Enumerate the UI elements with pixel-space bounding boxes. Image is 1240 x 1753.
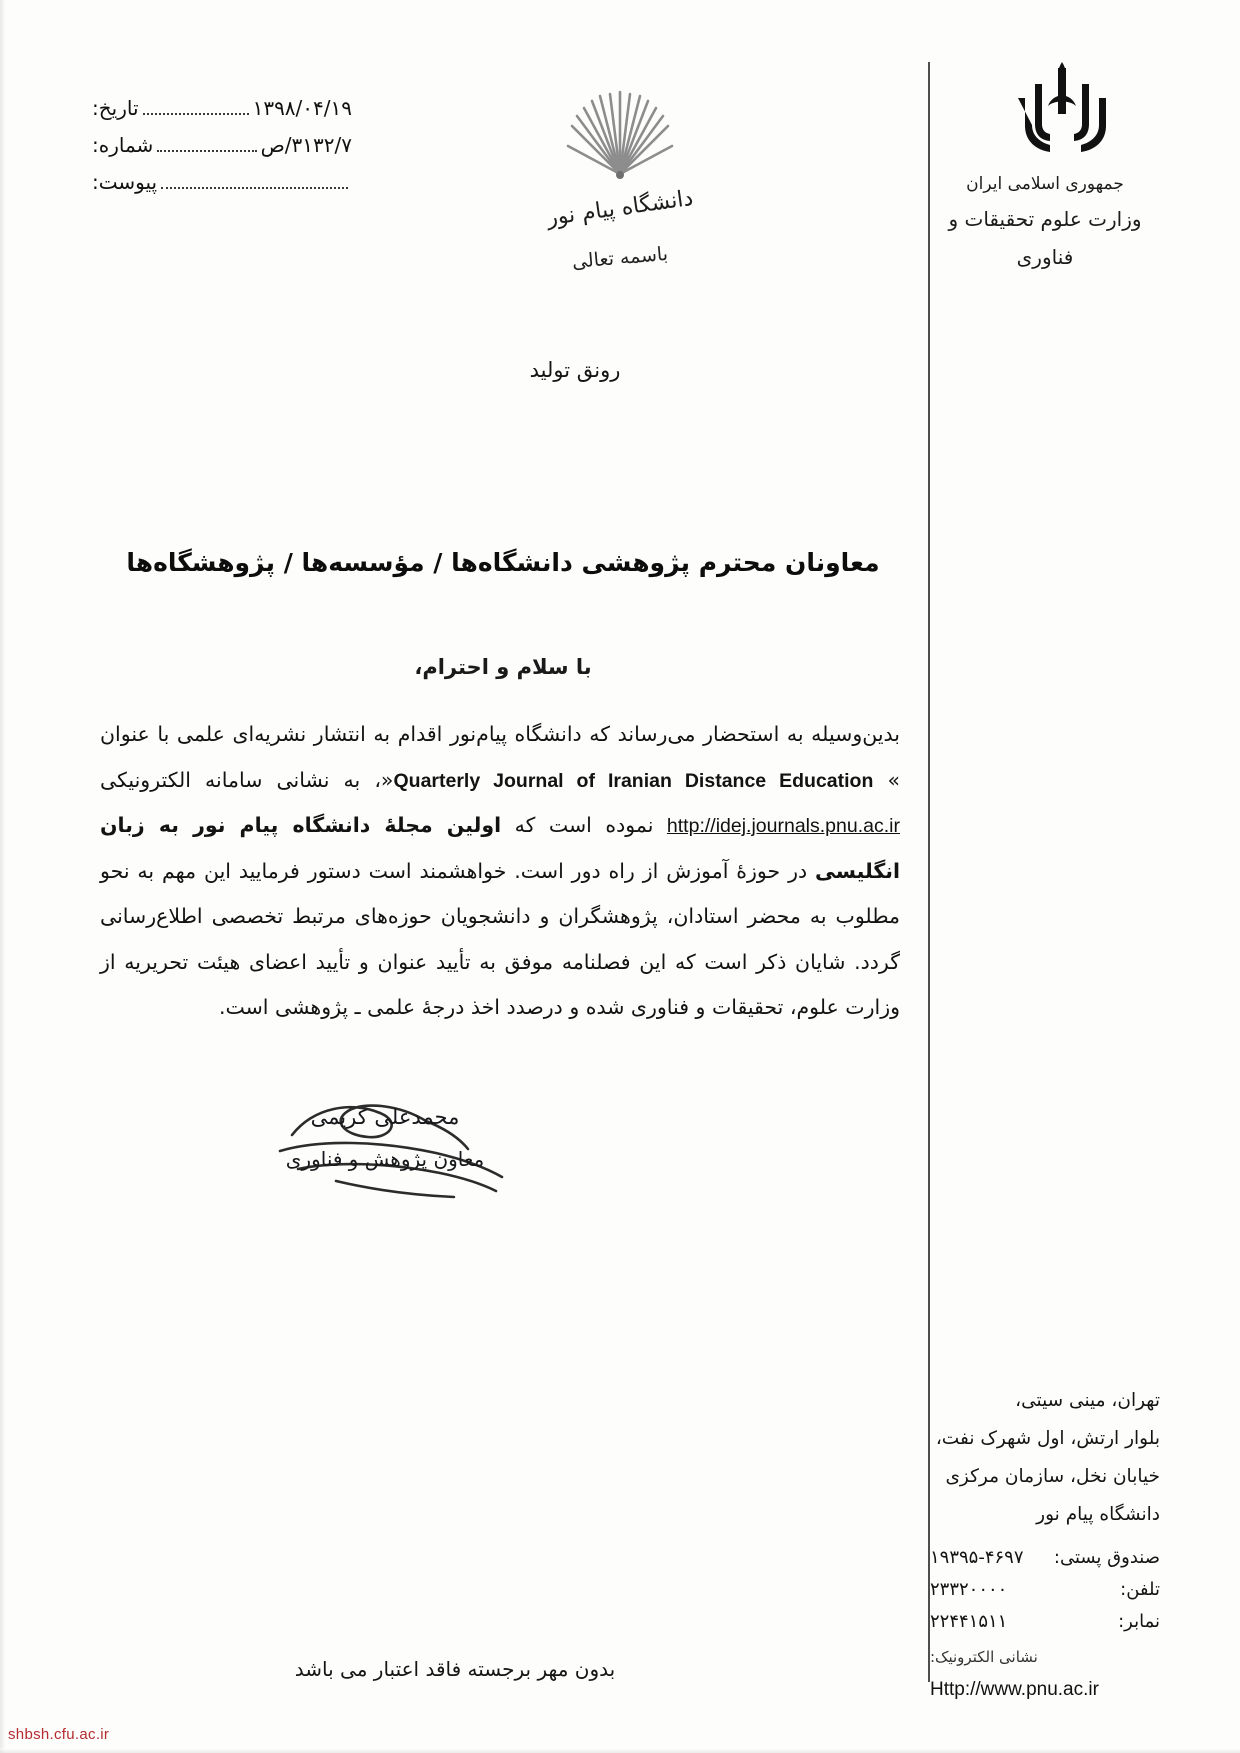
fax-label: نمابر: xyxy=(1118,1611,1160,1633)
phone-row xyxy=(930,1574,1160,1606)
basmala-text: باسمه تعالی xyxy=(571,242,669,274)
attachment-dots xyxy=(161,186,348,189)
addressee-line: معاونان محترم پژوهشی دانشگاه‌ها / مؤسسه‌ها / پژوهشگاه‌ها xyxy=(126,548,880,577)
address-line-2: بلوار ارتش، اول شهرک نفت، xyxy=(935,1427,1160,1449)
date-label: تاریخ: xyxy=(92,96,139,120)
address-line-4 xyxy=(930,1496,1160,1534)
ministry-line-1: جمهوری اسلامی ایران xyxy=(966,174,1124,194)
signatory-title: معاون پژوهش و فناوری xyxy=(285,1147,485,1171)
postbox-value: ۱۹۳۹۵-۴۶۹۷ xyxy=(930,1547,1024,1568)
date-value: ۱۳۹۸/۰۴/۱۹ xyxy=(252,96,352,120)
address-line-1: تهران، مینی سیتی، xyxy=(1015,1390,1160,1411)
body-part-1: بدین‌وسیله به استحضار می‌رساند که دانشگاه پیام‌نور اقدام به انتشار نشریه‌ای علمی با عنوان » xyxy=(100,722,900,792)
email-label: نشانی الکترونیک: xyxy=(930,1648,1038,1667)
journal-title-latin: Quarterly Journal of Iranian Distance Education xyxy=(393,769,874,792)
university-logo xyxy=(495,78,745,274)
date-dots xyxy=(143,112,249,115)
body-part-2: «، به نشانی سامانه الکترونیکی xyxy=(100,767,394,792)
postbox-label: صندوق پستی: xyxy=(1053,1547,1160,1568)
iran-emblem-icon xyxy=(1002,62,1122,154)
ministry-line-2: وزارت علوم تحقیقات و فناوری xyxy=(948,207,1142,270)
website-url[interactable]: Http://www.pnu.ac.ir xyxy=(930,1678,1099,1700)
body-part-3: نموده است که xyxy=(514,813,654,837)
signature-block xyxy=(220,1105,550,1171)
address-line-3: خیابان نخل، سازمان مرکزی xyxy=(945,1465,1160,1487)
year-slogan: رونق تولید xyxy=(529,358,621,382)
number-label: شماره: xyxy=(92,133,154,157)
scan-watermark: shbsh.cfu.ac.ir xyxy=(8,1726,110,1743)
signatory-name: محمدعلی کریمی xyxy=(310,1105,460,1129)
fax-value: ۲۲۴۴۱۵۱۱ xyxy=(930,1611,1008,1633)
letter-body xyxy=(100,712,900,1031)
body-part-4: در حوزهٔ آموزش از راه دور است. خواهشمند است دستور فرمایید این مهم به نحو مطلوب به محضر استادان، پژوهشگران و دانشجویان حوزه‌های مرتبط تخصصی اطلاع‌رسانی گردد. شایان ذکر است که این فصلنامه موفق به تأیید عنوان و تأیید اعضای هیئت تحریریه از وزارت علوم، تحقیقات و فناوری شده و درصدد اخذ درجهٔ علمی ـ پژوهشی است. xyxy=(100,858,900,1019)
postbox-row xyxy=(930,1542,1160,1574)
sunburst-logo-icon xyxy=(558,78,683,188)
letter-meta xyxy=(92,96,352,207)
meta-row-number xyxy=(92,133,352,157)
scan-edge-bottom xyxy=(0,1748,1240,1753)
footer-validity-note: بدون مهر برجسته فاقد اعتبار می باشد xyxy=(294,1657,616,1681)
footer-contact xyxy=(930,1542,1160,1707)
meta-row-attachment xyxy=(92,170,352,194)
journal-url-link[interactable]: http://idej.journals.pnu.ac.ir xyxy=(666,815,900,837)
attachment-label: پیوست: xyxy=(92,170,158,194)
body-emphasis: اولین مجلهٔ دانشگاه پیام نور به زبان انگلیسی xyxy=(100,813,900,883)
scan-edge-left xyxy=(0,0,6,1753)
university-name: دانشگاه پیام نور xyxy=(545,185,695,232)
ministry-name xyxy=(930,168,1160,276)
footer-address xyxy=(930,1382,1160,1534)
number-dots xyxy=(157,149,256,152)
phone-label: تلفن: xyxy=(1120,1579,1160,1601)
greeting-line: با سلام و احترام، xyxy=(414,655,592,679)
address-line-4-part-3: نور xyxy=(1036,1503,1060,1525)
meta-row-date xyxy=(92,96,352,120)
address-line-4-part-1: دانشگاه xyxy=(1099,1503,1160,1525)
number-value: ۳۱۳۲/۷/ص xyxy=(260,133,352,157)
fax-row xyxy=(930,1606,1160,1638)
address-line-4-part-2: پیام xyxy=(1065,1503,1094,1525)
phone-value: ۲۳۳۲۰۰۰۰ xyxy=(930,1579,1008,1601)
